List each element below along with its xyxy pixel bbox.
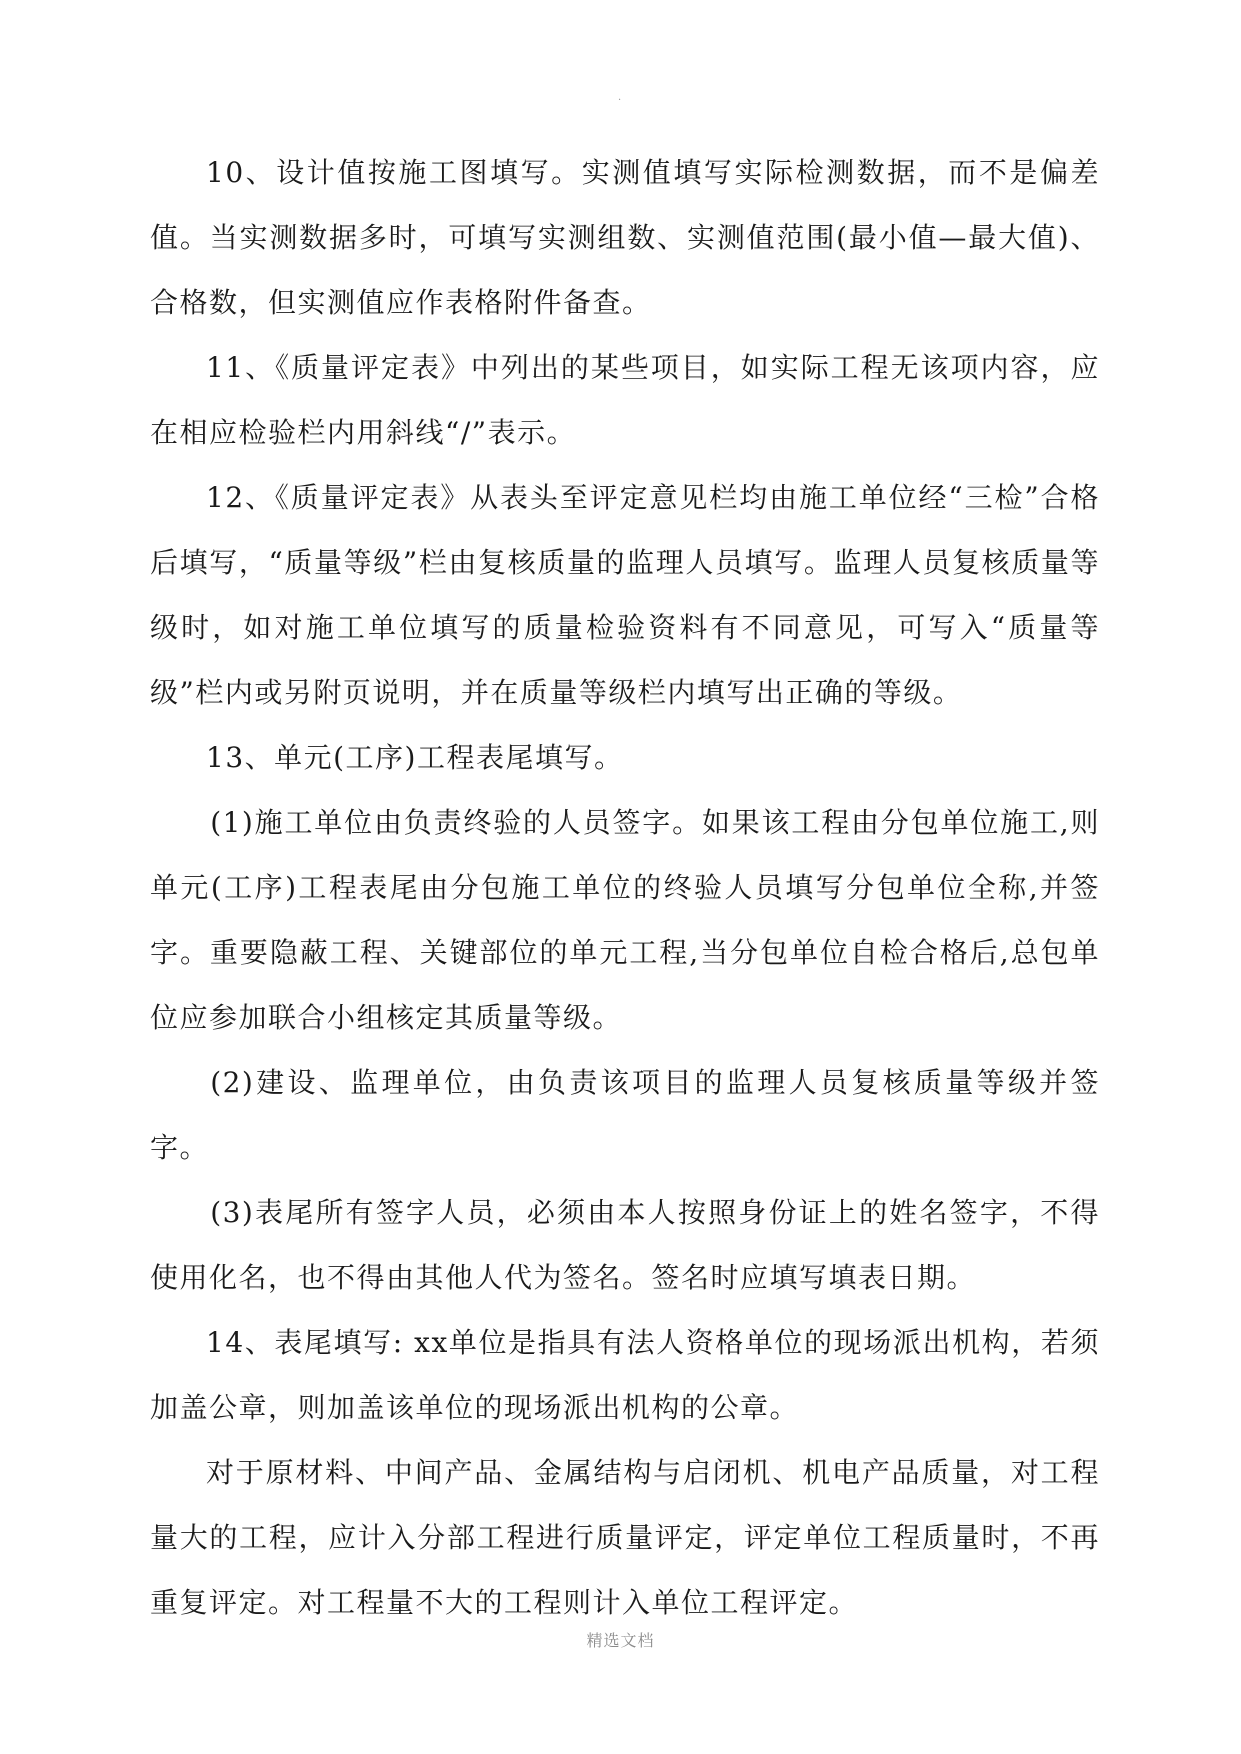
sub-item-3: (3)表尾所有签字人员，必须由本人按照身份证上的姓名签字，不得使用化名，也不得由其他人代为签名。签名时应填写填表日期。 [150, 1196, 1100, 1294]
header-mark: · [618, 95, 622, 106]
paragraph-closing: 对于原材料、中间产品、金属结构与启闭机、机电产品质量，对工程量大的工程，应计入分部工程进行质量评定，评定单位工程质量时，不再重复评定。对工程量不大的工程则计入单位工程评定。 [150, 1456, 1100, 1619]
document-body [150, 140, 1100, 1635]
paragraph-14: 14、表尾填写: xx单位是指具有法人资格单位的现场派出机构，若须加盖公章，则加盖该单位的现场派出机构的公章。 [150, 1326, 1100, 1424]
page-footer: 精选文档 [586, 1631, 655, 1650]
paragraph-13: 13、单元(工序)工程表尾填写。 [206, 741, 624, 774]
paragraph-12: 12、《质量评定表》从表头至评定意见栏均由施工单位经“三检”合格后填写，“质量等级”栏由复核质量的监理人员填写。监理人员复核质量等级时，如对施工单位填写的质量检验资料有不同意见，可写入“质量等级”栏内或另附页说明，并在质量等级栏内填写出正确的等级。 [150, 481, 1100, 709]
sub-item-2: (2)建设、监理单位，由负责该项目的监理人员复核质量等级并签字。 [150, 1066, 1100, 1164]
paragraph-10: 10、设计值按施工图填写。实测值填写实际检测数据，而不是偏差值。当实测数据多时，可填写实测组数、实测值范围(最小值—最大值)、合格数，但实测值应作表格附件备查。 [150, 156, 1100, 319]
paragraph-11: 11、《质量评定表》中列出的某些项目，如实际工程无该项内容，应在相应检验栏内用斜线“/”表示。 [150, 351, 1100, 449]
sub-item-1: (1)施工单位由负责终验的人员签字。如果该工程由分包单位施工,则单元(工序)工程表尾由分包施工单位的终验人员填写分包单位全称,并签字。重要隐蔽工程、关键部位的单元工程,当分包单位自检合格后,总包单位应参加联合小组核定其质量等级。 [150, 806, 1100, 1034]
